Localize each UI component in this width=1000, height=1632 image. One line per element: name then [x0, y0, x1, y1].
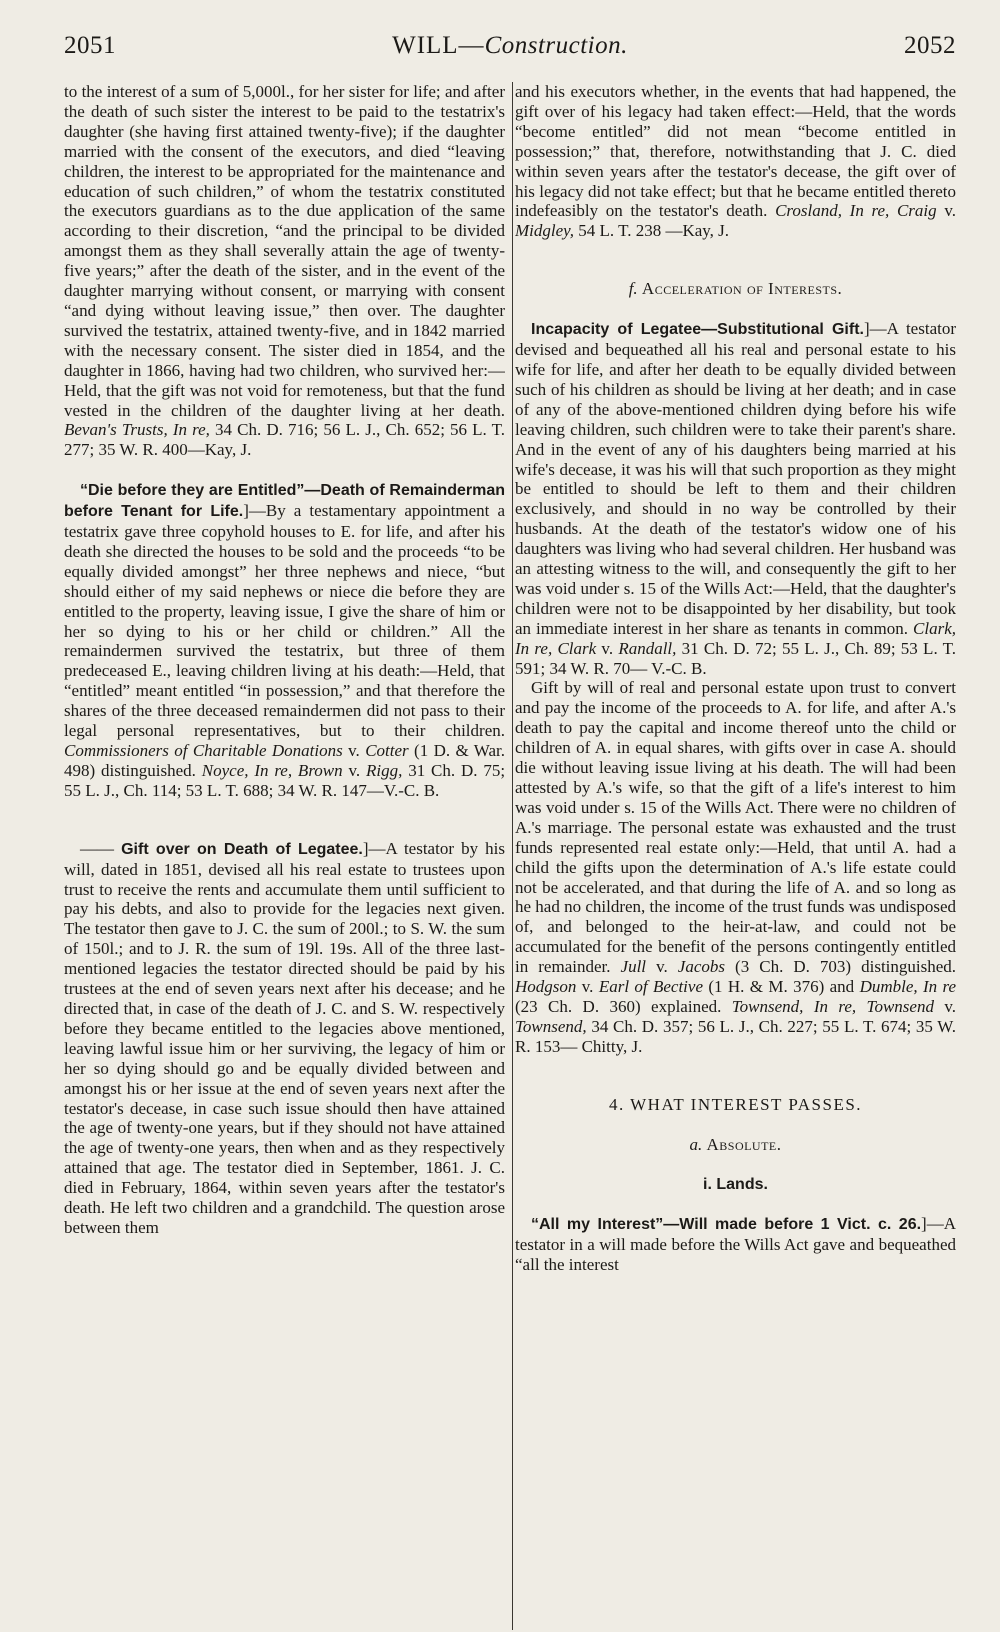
spacer [64, 460, 505, 480]
running-title-main: WILL— [392, 32, 485, 59]
right-paragraph-1: and his executors whether, in the events that had happened, the gift over of his legacy had taken effect:—Held, that the words “become entitled” did not mean “become entitled in possession;” that, therefore, notwithstanding that J. C. died within seven years after the testator's decease, the gift over of his legacy did not take effect; but that he became entitled thereto indefeasibly on the testator's death. Crosland, In re, Craig v. Midgley, 54 L. T. 238 —Kay, J. [515, 82, 956, 241]
running-title-sub: Construction. [484, 32, 628, 59]
section-heading: 4. WHAT INTEREST PASSES. [608, 1094, 863, 1114]
running-title [392, 32, 628, 60]
paragraph-heading: “All my Interest”—Will made before 1 Vict. c. 26. [531, 1216, 922, 1234]
spacer [64, 801, 505, 839]
spacer [515, 1115, 956, 1135]
citation: 31 Ch. D. 75; 55 L. J., Ch. 114; 53 L. T. 688; 34 W. R. 147—V.-C. B. [64, 760, 505, 800]
ditto-dash: —— [80, 838, 114, 858]
spacer [515, 1194, 956, 1214]
text-columns [64, 82, 956, 1630]
paragraph-heading: Incapacity of Legatee—Substitutional Gift. [531, 321, 864, 339]
spacer [515, 1057, 956, 1095]
left-page-number: 2051 [64, 32, 116, 59]
right-paragraph-2: Incapacity of Legatee—Substitutional Gift.]—A testator devised and bequeathed all his real and personal estate to his wife for life, and after her death to be equally divided between such of his children as should be living at her death; and in case of any of the above-mentioned children dying before his wife leaving children, such children were to take their parent's share. And in the event of any of his daughters being married at his wife's decease, it was his will that such proportion as they might be entitled to should be left to them and their children exclusively, and should in no way be controlled by their husbands. At the death of the testator's widow one of his daughters was living who had several children. Her husband was an attesting witness to the will, and consequently the gift to her was void under s. 15 of the Wills Act:—Held, that the daughter's children were not to be disappointed by her disability, but took an immediate interest in her share as tenants in common. Clark, In re, Clark v. Randall, 31 Ch. D. 72; 55 L. J., Ch. 89; 53 L. T. 591; 34 W. R. 70— V.-C. B. [515, 319, 956, 678]
case-name: Bevan's Trusts, In re, [64, 420, 210, 440]
citation: 34 Ch. D. 357; 56 L. J., Ch. 227; 55 L. T. 674; 35 W. R. 153— Chitty, J. [515, 1016, 956, 1056]
running-header [64, 32, 956, 72]
left-column [64, 82, 505, 1630]
left-paragraph-3: —— Gift over on Death of Legatee.]—A testator by his will, dated in 1851, devised all his real estate to trustees upon trust to receive the rents and accumulate them until sufficient to pay his debts, and also to provide for the legacies next given. The testator then gave to J. C. the sum of 200l.; to S. W. the sum of 150l.; and to J. R. the sum of 19l. 19s. All of the three last-mentioned legacies the testator directed should be paid by his trustees at the end of seven years next after his decease; and he directed that, in case of the death of J. C. and S. W. respectively before they became entitled to the legacies above mentioned, leaving lawful issue him or her surviving, the legacy of him or her so dying should go and be equally divided between and amongst his or her issue at the end of seven years next after the testator's decease, in case such issue should then have attained the age of twenty-one years, but if they should not have attained the age of twenty-one years, then when and as they respectively attained that age. The testator died in September, 1861. J. C. died in February, 1864, within seven years after the testator's death. He left two children and a grandchild. The question arose between them [64, 838, 505, 1237]
subsection-heading-f: f. Acceleration of Interests. [628, 279, 843, 299]
left-paragraph-2: “Die before they are Entitled”—Death of Remainderman before Tenant for Life.]—By a testamentary appointment a testatrix gave three copyhold houses to E. for life, and after his death she directed the houses to be sold and the proceeds “to be equally divided amongst” her three nephews and niece, “but should either of my said nephews or niece die before they are entitled to the property, leaving issue, I give the share of him or her so dying to his or her child or children.” All the remaindermen survived the testatrix, but three of them predeceased E., leaving children living at his death:—Held, that “entitled” meant entitled “in possession,” and that therefore the shares of the three deceased remaindermen did not pass to their legal personal representatives, but to their children. Commissioners of Charitable Donations v. Cotter (1 D. & War. 498) distinguished. Noyce, In re, Brown v. Rigg, 31 Ch. D. 75; 55 L. J., Ch. 114; 53 L. T. 688; 34 W. R. 147—V.-C. B. [64, 482, 505, 800]
column-divider [512, 82, 513, 1630]
right-page-number: 2052 [903, 32, 956, 59]
spacer [515, 1155, 956, 1175]
right-paragraph-3: Gift by will of real and personal estate upon trust to convert and pay the income of the proceeds to A. for life, and after A.'s death to pay the capital and income thereof unto the child or children of A. in equal shares, with gifts over in case A. should die without leaving issue living at his death. The will had been attested by A.'s wife, so that the gift of a life's interest to him was void under s. 15 of the Wills Act. There were no children of A.'s marriage. The personal estate was exhausted and the trust funds represented real estate only:—Held, that until A. had a child the gifts upon the determination of A.'s life estate could not be accelerated, and that during the life of A. and so long as he had no children, the income of the trust funds was undisposed of, and belonged to the heir-at-law, and could not be accumulated for the benefit of the persons contingently entitled in remainder. Jull v. Jacobs (3 Ch. D. 703) distinguished. Hodgson v. Earl of Bective (1 H. & M. 376) and Dumble, In re (23 Ch. D. 360) explained. Townsend, In re, Townsend v. Townsend, 34 Ch. D. 357; 56 L. J., Ch. 227; 55 L. T. 674; 35 W. R. 153— Chitty, J. [515, 678, 956, 1056]
right-column [515, 82, 956, 1630]
paragraph-heading: “Die before they are Entitled”—Death of Remainderman before Tenant for Life. [64, 482, 505, 521]
right-paragraph-4: “All my Interest”—Will made before 1 Vict. c. 26.]—A testator in a will made before the Wills Act gave and bequeathed “all the interest [515, 1214, 956, 1275]
subsection-heading-i: i. Lands. [703, 1175, 768, 1193]
spacer [515, 241, 956, 279]
subsection-heading-a: a. Absolute. [689, 1134, 782, 1154]
paragraph-heading: Gift over on Death of Legatee. [121, 840, 363, 858]
spacer [515, 299, 956, 319]
left-paragraph-1: to the interest of a sum of 5,000l., for her sister for life; and after the death of such sister the interest to be paid to the testatrix's daughter (she having first attained twenty-five); if the daughter married with the consent of the executors, and died “leaving children, the interest to be appropriated for the maintenance and education of such children,” of whom the testatrix constituted the executors guardians as to the due application of the same according to their discretion, “and the principal to be divided amongst them as they shall severally attain the age of twenty-five years;” after the death of the sister, and in the event of the daughter marrying without consent, or marrying with consent “and dying without leaving issue,” then over. The daughter survived the testatrix, attained twenty-five, and in 1842 married with the necessary consent. The sister died in 1854, and the daughter in 1866, having had two children, who survived her:—Held, that the gift was not void for remoteness, but that the fund vested in the children of the daughter living at her death. Bevan's Trusts, In re, 34 Ch. D. 716; 56 L. J., Ch. 652; 56 L. T. 277; 35 W. R. 400—Kay, J. [64, 82, 505, 460]
citation: 54 L. T. 238 —Kay, J. [578, 221, 730, 241]
citation: 34 Ch. D. 716; 56 L. J., Ch. 652; 56 L. T. 277; 35 W. R. 400—Kay, J. [64, 420, 505, 460]
citation: 31 Ch. D. 72; 55 L. J., Ch. 89; 53 L. T. 591; 34 W. R. 70— V.-C. B. [515, 638, 956, 678]
